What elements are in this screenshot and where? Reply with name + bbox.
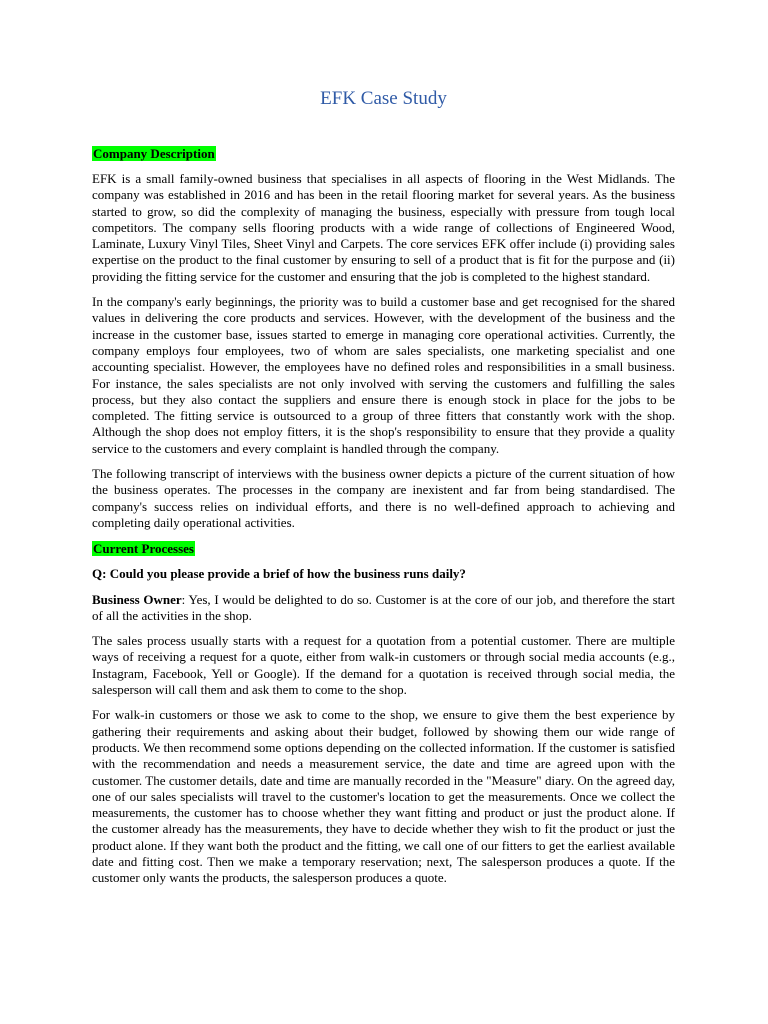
paragraph: In the company's early beginnings, the priority was to build a customer base and get recognised for the shared values in delivering the core products and services. However, with the development of the business and the increase in the customer base, issues started to emerge in managing core operational activities. Currently, the company employs four employees, two of whom are sales specialists, one marketing specialist and one accounting specialist. However, the employees have no defined roles and responsibilities in a small business. For instance, the sales specialists are not only involved with serving the customers and fulfilling the sales process, but they also contact the suppliers and ensure there is enough stock in place for the jobs to be completed. The fitting service is outsourced to a group of three fitters that constantly work with the shop. Although the shop does not employ fitters, it is the shop's responsibility to ensure that they provide a quality service to the customers and every complaint is handled through the company. (92, 294, 675, 456)
document-title: EFK Case Study (320, 88, 447, 109)
highlighted-heading-text: Current Processes (93, 541, 194, 557)
paragraph: For walk-in customers or those we ask to come to the shop, we ensure to give them the best experience by gathering their requirements and asking about their budget, followed by showing them our wide range of products. We then recommend some options depending on the collected information. If the customer is satisfied with the recommendation and needs a measurement service, the date and time are agreed upon with the customer. The customer details, date and time are manually recorded in the "Measure" diary. On the agreed day, one of our sales specialists will travel to the customer's location to get the measurements. Once we collect the measurements, the customer has to choose whether they want fitting and product or just the product alone. If the customer already has the measurements, they have to decide whether they wish to fit the product or just the product alone. If they want both the product and the fitting, we call one of our fitters to get the earliest available date and fitting cost. Then we make a temporary reservation; next, The salesperson produces a quote. If the customer only wants the products, the salesperson produces a quote. (92, 707, 675, 886)
interview-answer (92, 592, 675, 625)
answer-text: : Yes, I would be delighted to do so. Customer is at the core of our job, and therefore the start of all the activities in the shop. (92, 591, 675, 623)
highlighted-heading-text: Company Description (93, 146, 215, 161)
paragraph: The following transcript of interviews with the business owner depicts a picture of the current situation of how the business operates. The processes in the company are inexistent and far from being standardised. The company's success relies on individual efforts, and there is no well-defined approach to achieving and completing daily operational activities. (92, 466, 675, 530)
paragraph: EFK is a small family-owned business that specialises in all aspects of flooring in the West Midlands. The company was established in 2016 and has been in the retail flooring market for several years. As the business started to grow, so did the complexity of managing the business, especially with pressure from tough local competitors. The company sells flooring products with a wide range of collections of Engineered Wood, Laminate, Luxury Vinyl Tiles, Sheet Vinyl and Carpets. The core services EFK offer include (i) providing sales expertise on the product to the final customer by ensuring to sell of a product that is fit for the purpose and (ii) providing the fitting service for the customer and ensuring that the job is completed to the highest standard. (92, 171, 675, 284)
paragraph: The sales process usually starts with a request for a quotation from a potential customer. There are multiple ways of receiving a request for a quote, either from walk-in customers or through social media accounts (e.g., Instagram, Facebook, Yell or Google). If the demand for a quotation is received through social media, the salesperson will call them and ask them to come to the shop. (92, 633, 675, 698)
section-heading-company-description (92, 145, 675, 162)
speaker-name: Business Owner (92, 591, 182, 607)
interview-question: Q: Could you please provide a brief of how the business runs daily? (92, 566, 466, 582)
document-page (92, 86, 675, 896)
section-heading-current-processes (92, 540, 675, 557)
